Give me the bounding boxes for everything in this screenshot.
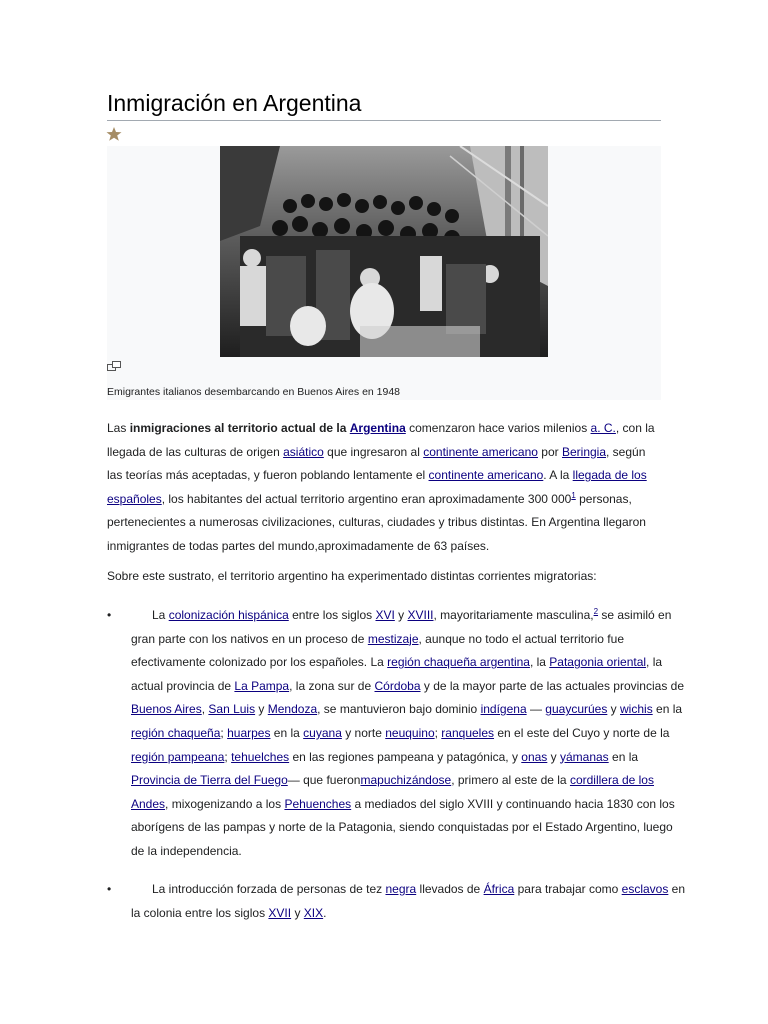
link-llegada-espanoles[interactable]: llegada de los españoles	[107, 468, 647, 506]
link-argentina[interactable]: Argentina	[349, 421, 406, 435]
page-title: Inmigración en Argentina	[107, 90, 362, 116]
link-continente-americano[interactable]: continente americano	[423, 444, 538, 459]
bullet: •	[107, 608, 112, 622]
link-negra[interactable]: negra	[385, 882, 417, 896]
link-asiatico[interactable]: asiático	[283, 444, 324, 459]
footnote-1[interactable]: 1	[571, 490, 576, 500]
title-divider	[107, 120, 661, 121]
bullet: •	[107, 882, 112, 896]
link-la-pampa[interactable]: La Pampa	[234, 678, 290, 693]
link-wichis[interactable]: wichis	[620, 702, 653, 717]
link-mendoza[interactable]: Mendoza	[267, 702, 318, 717]
link-region-pampeana[interactable]: región pampeana	[131, 749, 225, 764]
link-ranqueles[interactable]: ranqueles	[441, 725, 495, 740]
link-cordillera-andes[interactable]: cordillera de los Andes	[131, 773, 654, 811]
link-patagonia-oriental[interactable]: Patagonia oriental	[549, 655, 647, 670]
photo-image	[220, 146, 548, 357]
link-onas[interactable]: onas	[521, 749, 548, 764]
link-xvi[interactable]: XVI	[375, 608, 395, 622]
link-africa[interactable]: África	[483, 882, 515, 896]
link-guaycurues[interactable]: guaycurúes	[545, 702, 608, 717]
link-huarpes[interactable]: huarpes	[227, 725, 271, 740]
link-region-chaquena[interactable]: región chaqueña	[131, 725, 221, 740]
footnote-2[interactable]: 2	[593, 607, 599, 616]
link-ac[interactable]: a. C.	[590, 421, 616, 435]
link-yamanas[interactable]: yámanas	[559, 749, 609, 764]
link-tierra-del-fuego[interactable]: Provincia de Tierra del Fuego	[131, 773, 288, 788]
link-neuquino[interactable]: neuquino	[385, 725, 435, 740]
link-esclavos[interactable]: esclavos	[621, 882, 669, 896]
link-cordoba[interactable]: Córdoba	[374, 678, 421, 693]
enlarge-icon[interactable]	[107, 361, 121, 373]
intro-paragraph: Las inmigraciones al territorio actual de la Argentina comenzaron hace varios milenios a. C., con la llegada de las culturas de origen asiático que ingresaron al continente americano por Beringia, según las teorías más aceptadas, y fueron poblando lentamente el continente americano. A la llegada de los españoles, los habitantes del actual territorio argentino eran aproximadamente 300 $000^1$ personas, pertenecientes a numerosas civilizaciones, culturas, ciudades y tribus distintas. En Argentina llegaron inmigrantes de todas partes del mundo,aproximadamente de 63 países.	[107, 421, 655, 553]
link-xix[interactable]: XIX	[303, 905, 324, 920]
link-mestizaje[interactable]: mestizaje	[367, 631, 419, 646]
star-icon[interactable]	[106, 126, 122, 142]
link-mapuchizandose[interactable]: mapuchizándose	[360, 773, 452, 788]
link-san-luis[interactable]: San Luis	[208, 702, 256, 717]
link-colonizacion-hispanica[interactable]: colonización hispánica	[168, 608, 289, 622]
figure-caption: Emigrantes italianos desembarcando en Buenos Aires en 1948	[107, 386, 401, 398]
link-pehuenches[interactable]: Pehuenches	[284, 796, 352, 811]
link-region-chaquena-argentina[interactable]: región chaqueña argentina	[387, 655, 530, 670]
list-item: • La colonización hispánica entre los siglos XVI y XVIII, mayoritariamente masculina,$^2$ se asimiló en gran parte con los nativos en un proceso de mestizaje, aunque no todo el actual territorio fue efectivamente colonizado por los españoles. La región chaqueña argentina, la Patagonia oriental, la actual provincia de La Pampa, la zona sur de Córdoba y de la mayor parte de las actuales provincias de Buenos Aires, San Luis y Mendoza, se mantuvieron bajo dominio indígena — guaycurúes y wichis en la región chaqueña; huarpes en la cuyana y norte neuquino; ranqueles en el este del Cuyo y norte de la región pampeana; tehuelches en las regiones pampeana y patagónica, y onas y yámanas en la Provincia de Tierra del Fuego— que fueronmapuchizándose, primero al este de la cordillera de los Andes, mixogenizando a los Pehuenches a mediados del siglo XVIII y continuando hacia 1830 con los aborígens de las pampas y norte de la Patagonia, siendo conquistadas por el Estado Argentino, luego de la independencia.	[107, 604, 687, 864]
link-beringia[interactable]: Beringia	[561, 444, 607, 459]
second-paragraph: Sobre este sustrato, el territorio argentino ha experimentado distintas corrientes migratorias:	[107, 569, 597, 583]
link-continente-americano-2[interactable]: continente americano	[428, 468, 544, 483]
link-xviii[interactable]: XVIII	[407, 608, 434, 622]
bold-topic: inmigraciones al territorio actual de la	[129, 421, 347, 435]
link-indigena[interactable]: indígena	[480, 702, 527, 717]
emigrants-photo[interactable]	[220, 146, 548, 357]
link-cuyana[interactable]: cuyana	[303, 725, 342, 740]
link-xvii[interactable]: XVII	[268, 905, 292, 920]
link-buenos-aires[interactable]: Buenos Aires	[131, 702, 202, 717]
figure	[107, 146, 661, 400]
link-tehuelches[interactable]: tehuelches	[231, 749, 290, 764]
list-item: • La introducción forzada de personas de tez negra llevados de África para trabajar como esclavos en la colonia entre los siglos XVII y XIX.	[107, 878, 687, 925]
